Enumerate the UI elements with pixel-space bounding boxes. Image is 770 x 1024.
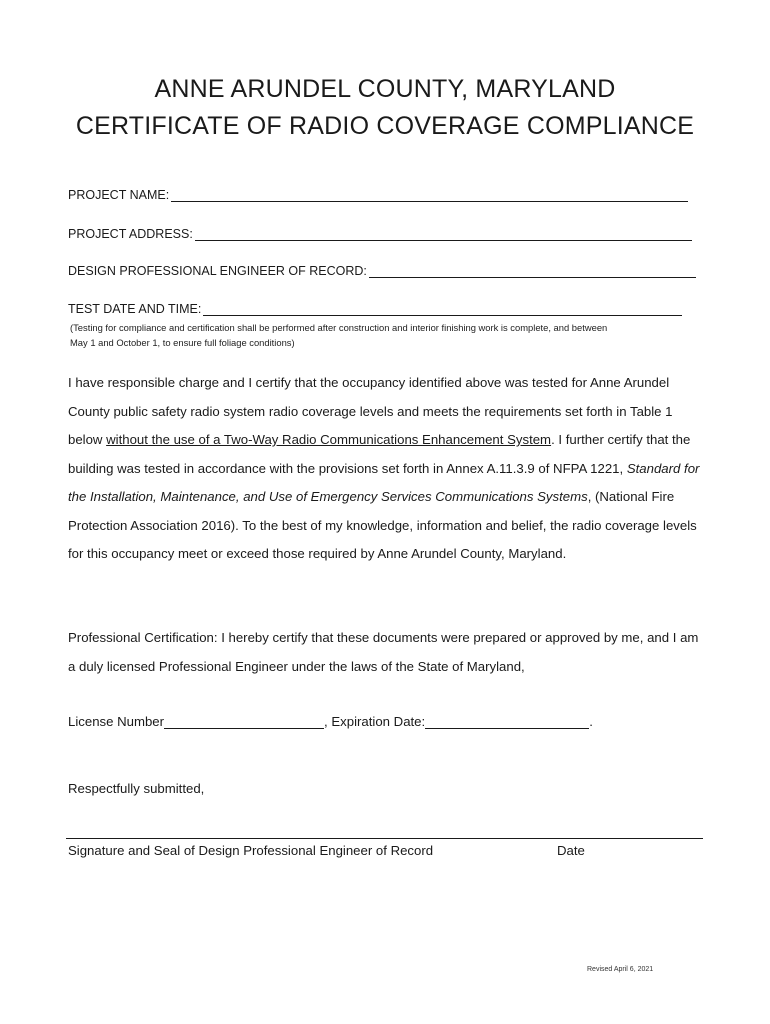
title-line-1: ANNE ARUNDEL COUNTY, MARYLAND [154, 75, 616, 103]
engineer-of-record-row [68, 258, 696, 278]
professional-certification-paragraph: Professional Certification: I hereby certify that these documents were prepared or approved by me, and I am a duly licensed Professional Engineer under the laws of the State of Maryland, [68, 630, 699, 674]
signature-line[interactable] [66, 838, 703, 839]
testing-note-line-2: May 1 and October 1, to ensure full foliage conditions) [70, 337, 295, 348]
license-row-end: . [589, 714, 593, 729]
license-row [68, 714, 593, 729]
project-address-row [68, 221, 692, 241]
project-name-field[interactable] [171, 187, 688, 202]
testing-note [70, 320, 700, 350]
certification-italic-title: Standard for the Installation, Maintenance, and Use of Emergency Services Communications Systems [68, 460, 700, 504]
project-name-row [68, 182, 688, 202]
test-date-time-label: TEST DATE AND TIME: [68, 302, 202, 316]
expiration-date-field[interactable] [425, 714, 589, 729]
title-line-2: CERTIFICATE OF RADIO COVERAGE COMPLIANCE [75, 112, 695, 140]
test-date-time-field[interactable] [203, 301, 682, 316]
license-number-field[interactable] [164, 714, 324, 729]
certification-text-1: I have responsible charge and I certify that the occupancy identified above was tested for Anne Arundel County public safety radio system radio coverage levels and meets the requirements set forth in Table 1 below [68, 375, 673, 447]
license-number-label: License Number [68, 714, 165, 729]
certification-paragraph [68, 369, 708, 569]
revised-date: Revised April 6, 2021 [587, 966, 654, 973]
project-address-label: PROJECT ADDRESS: [68, 227, 193, 241]
testing-note-line-1: (Testing for compliance and certification shall be performed after construction and interior finishing work is complete, and between [70, 322, 608, 333]
engineer-of-record-label: DESIGN PROFESSIONAL ENGINEER OF RECORD: [68, 264, 367, 278]
certification-text-2: . I further certify that the building was tested in accordance with the provisions set forth in Annex A.11.3.9 of NFPA 1221, [68, 432, 691, 476]
project-name-label: PROJECT NAME: [68, 188, 170, 202]
certification-text-3: , (National Fire Protection Association 2016). To the best of my knowledge, information and belief, the radio coverage levels for this occupancy meet or exceed those required by Anne Arundel County, Maryland. [68, 489, 697, 561]
project-address-field[interactable] [195, 226, 692, 241]
respectfully-submitted: Respectfully submitted, [68, 781, 205, 796]
certification-underlined-text: without the use of a Two-Way Radio Communications Enhancement System [106, 432, 552, 447]
test-date-time-row [68, 296, 682, 316]
expiration-date-label: , Expiration Date: [324, 714, 426, 729]
date-label: Date [557, 843, 585, 858]
engineer-of-record-field[interactable] [369, 263, 696, 278]
signature-label: Signature and Seal of Design Professional Engineer of Record [68, 843, 434, 858]
